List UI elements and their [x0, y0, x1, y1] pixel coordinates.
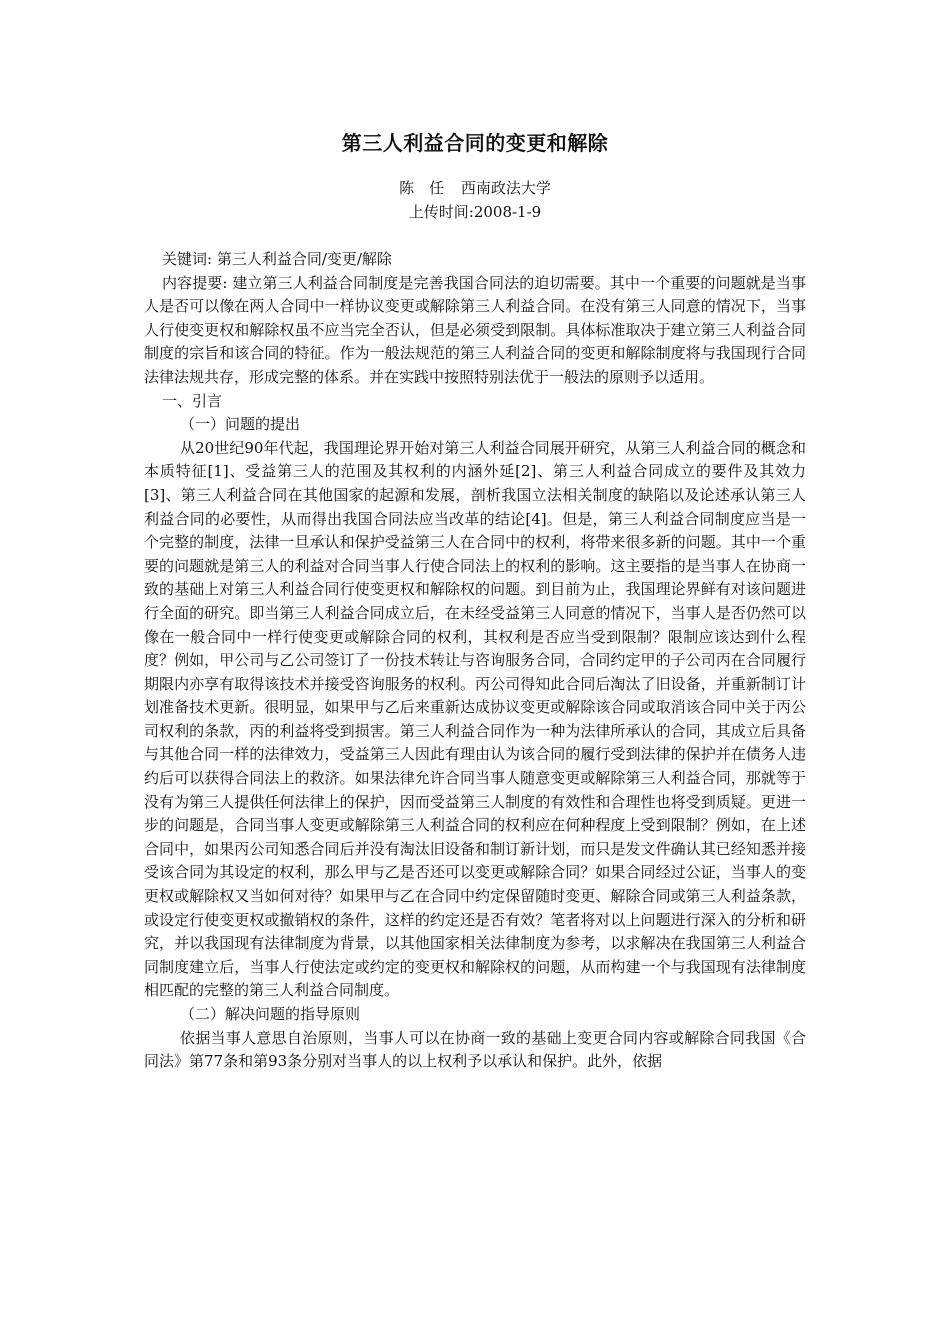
body-paragraph-problem: 从20世纪90年代起，我国理论界开始对第三人利益合同展开研究，从第三人利益合同的概念和本质特征[1]、受益第三人的范围及其权利的内涵外延[2]、第三人利益合同成立的要件及其效力[3]、第三人利益合同在其他国家的起源和发展，剖析我国立法相关制度的缺陷以及论述承认第三人利益合同的必要性，从而得出我国合同法应当改革的结论[4]。但是，第三人利益合同制度应当是一个完整的制度，法律一旦承认和保护受益第三人在合同中的权利，将带来很多新的问题。其中一个重要的问题就是第三人的利益对合同当事人行使合同法上的权利的影响。这主要指的是当事人在协商一致的基础上对第三人利益合同行使变更权和解除权的问题。到目前为止，我国理论界鲜有对该问题进行全面的研究。即当第三人利益合同成立后，在未经受益第三人同意的情况下，当事人是否仍然可以像在一般合同中一样行使变更或解除合同的权利，其权利是否应当受到限制？限制应该达到什么程度？例如，甲公司与乙公司签订了一份技术转让与咨询服务合同，合同约定甲的子公司丙在合同履行期限内亦享有取得该技术并接受咨询服务的权利。丙公司得知此合同后淘汰了旧设备，并重新制订计划准备技术更新。很明显，如果甲与乙后来重新达成协议变更或解除该合同或取消该合同中关于丙公司权利的条款，丙的利益将受到损害。第三人利益合同作为一种为法律所承认的合同，其成立后具备与其他合同一样的法律效力，受益第三人因此有理由认为该合同的履行受到法律的保护并在债务人违约后可以获得合同法上的救济。如果法律允许合同当事人随意变更或解除第三人利益合同，那就等于没有为第三人提供任何法律上的保护，因而受益第三人制度的有效性和合理性也将受到质疑。更进一步的问题是，合同当事人变更或解除第三人利益合同的权利应在何种程度上受到限制？例如，在上述合同中，如果丙公司知悉合同后并没有淘汰旧设备和制订新计划，而只是发文件确认其已经知悉并接受该合同为其设定的权利，那么甲与乙是否还可以变更或解除合同？如果合同经过公证，当事人的变更权或解除权又当如何对待？如果甲与乙在合同中约定保留随时变更、解除合同或第三人利益条款，或设定行使变更权或撤销权的条件，这样的约定还是否有效？笔者将对以上问题进行深入的分析和研究，并以我国现有法律制度为背景，以其他国家相关法律制度为参考，以求解决在我国第三人利益合同制度建立后，当事人行使法定或约定的变更权和解除权的问题，从而构建一个与我国现有法律制度相匹配的完整的第三人利益合同制度。 [144, 438, 806, 1000]
body-paragraph-principles: 依据当事人意思自治原则，当事人可以在协商一致的基础上变更合同内容或解除合同我国《合同法》第77条和第93条分别对当事人的以上权利予以承认和保护。此外，依据 [144, 1028, 806, 1071]
section-heading-intro: 一、引言 [162, 391, 223, 410]
author-name: 陈 任 [399, 179, 445, 197]
abstract: 内容提要: 建立第三人利益合同制度是完善我国合同法的迫切需要。其中一个重要的问题就是当事人是否可以像在两人合同中一样协议变更或解除第三人利益合同。在没有第三人同意的情况下，当事人行使变更权和解除权虽不应当完全否认，但是必须受到限制。具体标准取决于建立第三人利益合同制度的宗旨和该合同的特征。作为一般法规范的第三人利益合同的变更和解除制度将与我国现行合同法律法规共存，形成完整的体系。并在实践中按照特别法优于一般法的原则予以适用。 [144, 273, 806, 386]
author-affiliation: 西南政法大学 [460, 179, 551, 197]
keywords: 关键词: 第三人利益合同/变更/解除 [162, 250, 392, 268]
subsection-heading-problem: （一）问题的提出 [180, 415, 301, 434]
subsection-heading-principles: （二）解决问题的指导原则 [180, 1005, 361, 1023]
author-line [144, 176, 806, 200]
document-page [144, 128, 806, 1074]
document-title: 第三人利益合同的变更和解除 [341, 131, 609, 155]
upload-time: 上传时间:2008-1-9 [408, 203, 542, 221]
